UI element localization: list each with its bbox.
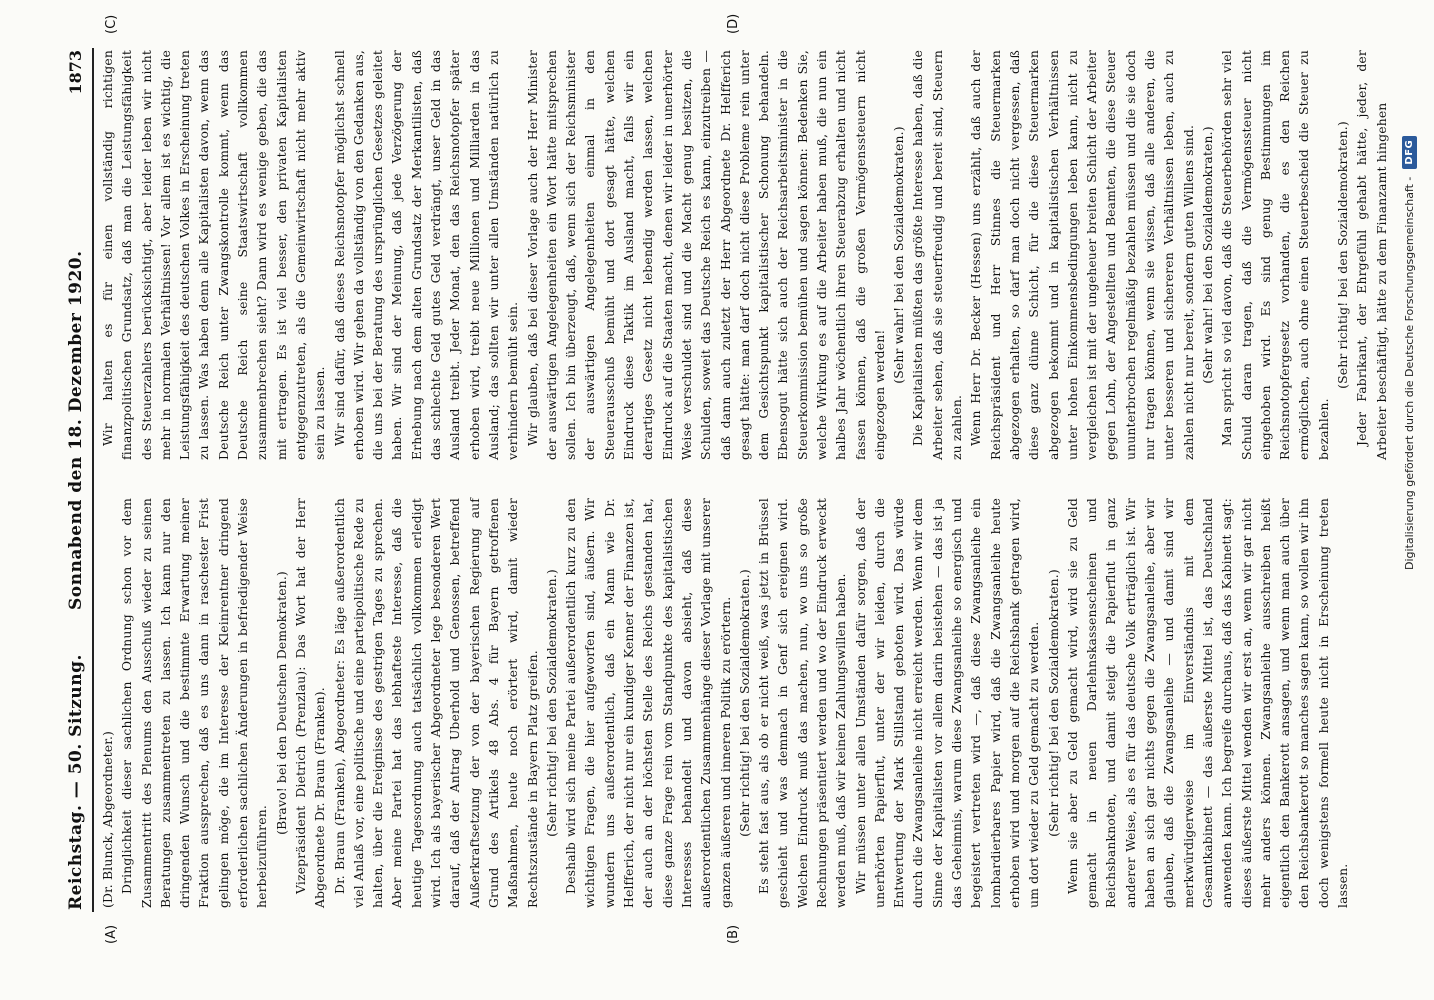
speech-paragraph: Vizepräsident Dietrich (Prenzlau): Das Wort hat der Herr Abgeordnete Dr. Braun (Franken). — [292, 498, 328, 908]
dfg-logo: DFG — [1402, 136, 1417, 169]
speech-paragraph: Jeder Fabrikant, der Ehrgefühl gehabt hätte, jeder, der Arbeiter beschäftigt, hätte zu dem Finanzamt hingehen — [1354, 50, 1389, 460]
speech-paragraph: Wir glauben, daß bei dieser Vorlage auch der Herr Minister der auswärtigen Angelegenheiten ein Wort hätte mitsprechen sollen. Ich bin überzeugt, daß, wenn sich der Reichsminister der auswärtigen Angelegenheiten einmal in den Steuerausschuß bemüht und dort gesagt hätte, welchen Eindruck diese Taktik im Ausland macht, falls wir ein derartiges Gesetz nicht lebendig werden lassen, welchen Eindruck auf die Staaten macht, denen wir leider in unerhörter Weise verschuldet sind und die Macht genug besitzen, die Schulden, soweit das Deutsche Reich es kann, einzutreiben — daß dann auch zuletzt der Herr Abgeordnete Dr. Helfferich gesagt hätte: man darf doch nicht diese Probleme rein unter dem Gesichtspunkt kapitalistischer Schonung behandeln. Ebensogut hätte sich auch der Reichsarbeitsminister in die Steuerkommission bemühen und sagen können: Bedenken Sie, welche Wirkung es auf die Arbeiter haben muß, die nun ein halbes Jahr wöchentlich ihren Steuerabzug erhalten und nicht fassen können, daß die großen Vermögenssteuern nicht eingezogen werden! — [524, 50, 887, 460]
speech-paragraph: (Dr. Blunck, Abgeordneter.) — [100, 730, 115, 908]
credit-text: Digitalisierung gefördert durch die Deutsche Forschungsgemeinschaft - — [1402, 176, 1416, 570]
margin-mark-a: (A) — [104, 924, 119, 944]
header-rule — [92, 48, 94, 912]
speech-paragraph: Wir müssen unter allen Umständen dafür sorgen, daß der unerhörten Papierflut, unter der wir leiden, durch die Entwertung der Mark Stillstand geboten wird. Das würde durch die Zwangsanleihe nicht erreicht werden. Wenn wir dem Sinne der Kapitalisten vor allem darin beistehen — das ist ja das Geheimnis, warum diese Zwangsanleihe so energisch und begeistert vertreten wird —, daß diese Zwangsanleihe ein lombardierbares Papier wird, daß die Zwangsanleihe heute erhoben wird und morgen auf die Reichsbank getragen wird, um dort wieder zu Geld gemacht zu werden. — [852, 498, 1042, 908]
digitization-credit — [1395, 10, 1423, 570]
speech-paragraph: Die Kapitalisten müßten das größte Interesse haben, daß die Arbeiter sehen, daß sie steuerfreudig und bereit sind, Steuern zu zahlen. — [910, 50, 965, 460]
speech-paragraph: Man spricht so viel davon, daß die Steuerbehörden sehr viel Schuld daran tragen, daß die Vermögenssteuer nicht eingehoben wird. Es sind genug Bestimmungen im Reichsnotopfergesetz vorhanden, die es den Reichen ermöglichen, auch ohne einen Steuerbescheid die Steuer zu bezahlen. — [1219, 50, 1331, 460]
interjection-paragraph: (Sehr wahr! bei den Sozialdemokraten.) — [891, 126, 907, 384]
margin-mark-c: (C) — [104, 14, 119, 34]
text-column-right — [98, 50, 1389, 460]
page-header — [62, 50, 92, 910]
margin-mark-d: (D) — [726, 13, 741, 34]
text-column-left — [98, 498, 1368, 908]
interjection-paragraph: (Sehr wahr! bei den Sozialdemokraten.) — [1199, 126, 1215, 384]
speech-paragraph: Wir sind dafür, daß dieses Reichsnotopfer möglichst schnell erhoben wird. Wir gehen da vollständig von den Gedanken aus, die uns bei der Beratung des ursprünglichen Gesetzes geleitet haben. Wir sind der Meinung, daß jede Verzögerung der Erhebung nach dem alten Grundsatz der Merkantilisten, daß das schlechte Geld gutes Geld verdrängt, unser Geld in das Ausland treibt. Jeder Monat, den das Reichsnotopfer später erhoben wird, treibt neue Millionen und Milliarden in das Ausland; das sollten wir unter allen Umständen natürlich zu verhindern bemüht sein. — [331, 50, 521, 460]
header-date: Sonnabend den 18. Dezember 1920. — [66, 250, 86, 610]
page-number: 1873 — [66, 50, 85, 95]
interjection-paragraph: (Sehr richtig! bei den Sozialdemokraten.) — [1335, 121, 1350, 389]
speech-paragraph: Deshalb wird sich meine Partei außerordentlich kurz zu den wichtigen Fragen, die hier aufgeworfen sind, äußern. Wir wundern uns außerordentlich, daß ein Mann wie Dr. Helfferich, der nicht nur ein kundiger Kenner der Finanzen ist, der auch an der höchsten Stelle des Reichs gestanden hat, diese ganze Frage rein vom Standpunkte des kapitalistischen Interesses behandelt und davon absieht, daß diese außerordentlichen Zusammenhänge dieser Vorlage mit unserer ganzen äußeren und inneren Politik zu erörtern. — [563, 498, 733, 908]
header-session: Reichstag. — 50. Sitzung. — [66, 654, 86, 910]
speech-paragraph: Es steht fast aus, als ob er nicht weiß, was jetzt in Brüssel geschieht und was demnach in Genf sich ereignen wird. Welchen Eindruck muß das machen, nun, wo uns so große Rechnungen präsentiert werden und wo der Eindruck erweckt werden muß, daß wir keinen Zahlungswillen haben. — [756, 498, 849, 908]
speech-paragraph: Wenn Herr Dr. Becker (Hessen) uns erzählt, daß auch der Reichspräsident und Herr Stinnes die Steuermarken abgezogen erhalten, so darf man doch nicht vergessen, daß diese ganz dünne Schicht, für die diese Steuermarken abgezogen bekommt und in kapitalistischen Verhältnissen unter hohen Einkommensbedingungen leben kann, nicht zu vergleichen ist mit der ungeheuer breiten Schicht der Arbeiter gegen Lohn, der Angestellten und Beamten, die diese Steuer ununterbrochen regelmäßig bezahlen müssen und die sie doch nur tragen können, wenn sie wissen, daß alle anderen, die unter besseren und sichereren Verhältnissen leben, auch zu zahlen nicht nur bereit, sondern guten Willens sind. — [968, 50, 1196, 460]
speech-paragraph: Wenn sie aber zu Geld gemacht wird, wird sie zu Geld gemacht in neuen Darlehnskassenscheinen und Reichsbanknoten, und damit steigt die Papierflut in ganz anderer Weise, als es für das deutsche Volk erträglich ist. Wir haben an sich gar nichts gegen die Zwangsanleihe, aber wir glauben, daß die Zwangsanleihe — und damit sind wir merkwürdigerweise im Einverständnis mit dem Gesamtkabinett — das äußerste Mittel ist, das Deutschland anwenden kann. Ich begreife durchaus, daß das Kabinett sagt: dieses äußerste Mittel wenden wir erst an, wenn wir gar nicht mehr anders können. Zwangsanleihe ausschreiben heißt eigentlich den Bankerott ansagen, und wenn man auch über den Reichsbankerott so manches sagen kann, so wollen wir ihn doch wenigstens formell heute nicht in Erscheinung treten lassen. — [1064, 498, 1350, 908]
interjection-paragraph: (Bravo! bei den Deutschen Demokraten.) — [273, 571, 289, 835]
interjection-paragraph: (Sehr richtig! bei den Sozialdemokraten.) — [1045, 569, 1061, 837]
speech-paragraph: Wir halten es für einen vollständig richtigen finanzpolitischen Grundsatz, daß man die Leistungsfähigkeit des Steuerzahlers berücksichtigt, aber leider leben wir nicht mehr in normalen Verhältnissen! Vor allem ist es wichtig, die Leistungsfähigkeit des deutschen Volkes in Erscheinung treten zu lassen. Was haben denn alle Kapitalisten davon, wenn das Deutsche Reich unter Zwangskontrolle kommt, wenn das Deutsche Reich seine Staatswirtschaft vollkommen zusammenbrechen sieht? Dann wird es wenige geben, die das mit ertragen. Es ist viel besser, den privaten Kapitalisten entgegenzutreten, als die Gemeinwirtschaft nicht mehr aktiv sein zu lassen. — [100, 50, 328, 460]
speech-paragraph: Dringlichkeit dieser sachlichen Ordnung schon vor dem Zusammentritt des Plenums den Ausschuß wieder zu seinen Beratungen zusammentreten zu lassen. Ich kann nur den dringenden Wunsch und die bestimmte Erwartung meiner Fraktion aussprechen, daß es uns dann in raschester Frist gelingen möge, die im Interesse der Kleinrentner dringend erforderlichen sachlichen Änderungen in befriedigender Weise herbeizuführen. — [119, 498, 270, 908]
margin-mark-b: (B) — [726, 924, 741, 944]
interjection-paragraph: (Sehr richtig! bei den Sozialdemokraten.) — [543, 569, 559, 837]
speech-paragraph: Dr. Braun (Franken), Abgeordneter: Es läge außerordentlich viel Anlaß vor, eine politische und eine parteipolitische Rede zu halten, über die Ereignisse des gestrigen Tages zu sprechen. Aber meine Partei hat das lebhafteste Interesse, daß die heutige Tagesordnung auch tatsächlich vollkommen erledigt wird. Ich als bayerischer Abgeordneter lege besonderen Wert darauf, daß der Antrag Uberhold und Genossen, betreffend Außerkraftsetzung der von der bayerischen Regierung auf Grund des Artikels 48 Abs. 4 für Bayern getroffenen Maßnahmen, heute noch erörtert wird, damit wieder Rechtszustände in Bayern Platz greifen. — [331, 498, 540, 908]
interjection-paragraph: (Sehr richtig! bei den Sozialdemokraten.) — [736, 569, 752, 837]
